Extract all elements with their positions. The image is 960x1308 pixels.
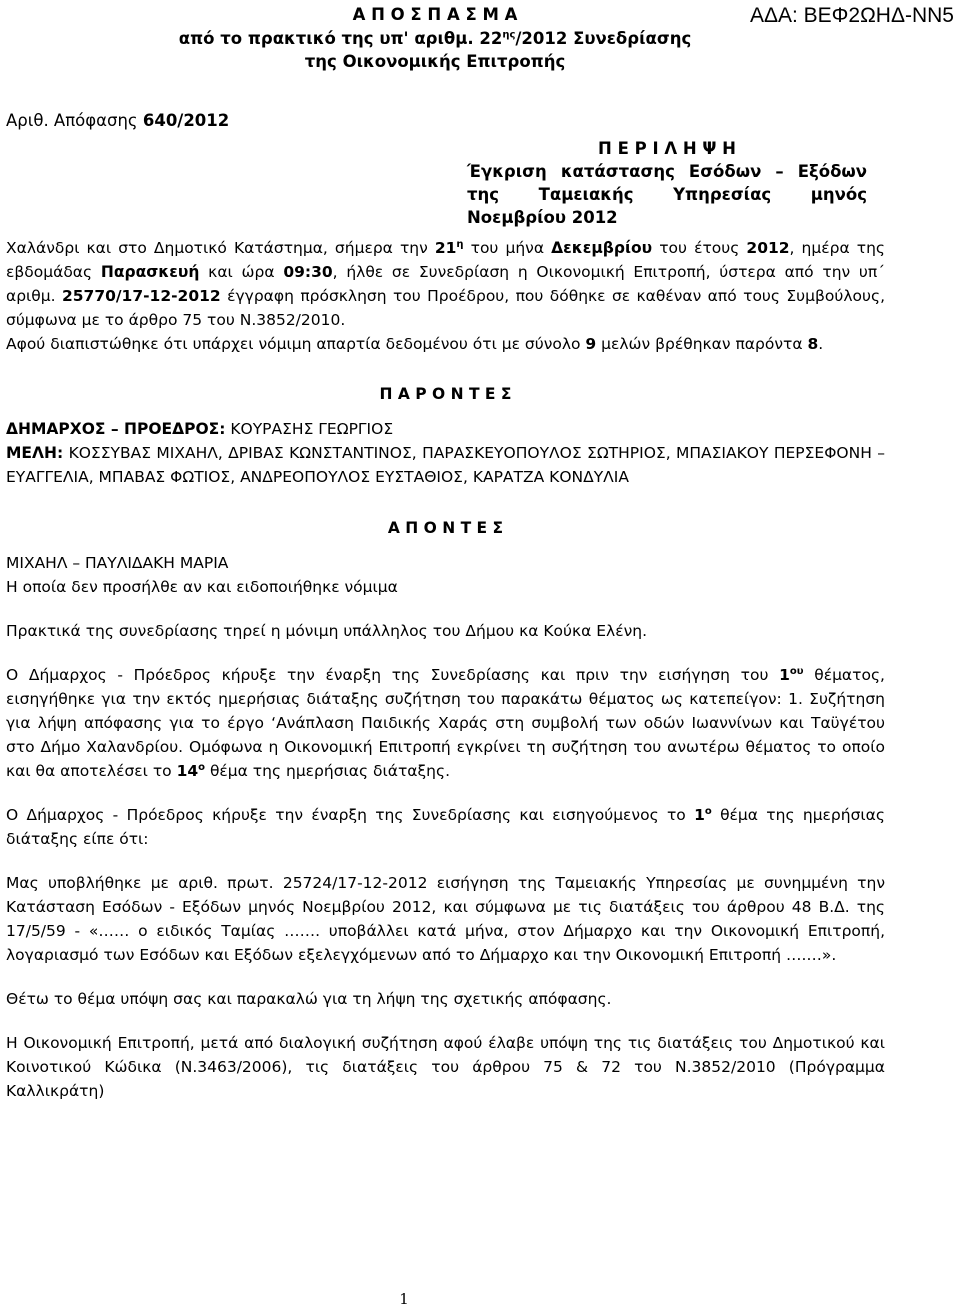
- quorum-text: Αφού διαπιστώθηκε ότι υπάρχει νόμιμη απαρτία δεδομένου ότι με σύνολο: [6, 335, 586, 353]
- absent-note: Η οποία δεν προσήλθε αν και ειδοποιήθηκε νόμιμα: [6, 578, 398, 596]
- intro-invitation: 25770/17-12-2012: [61, 287, 221, 305]
- summary-line-2: της Ταμειακής Υπηρεσίας μηνός: [467, 185, 867, 204]
- present-title: Π Α Ρ Ο Ν Τ Ε Σ: [379, 385, 512, 403]
- summary-line-3: Νοεμβρίου 2012: [467, 208, 618, 227]
- intro-day-sup: η: [456, 238, 464, 250]
- summary-title: Π Ε Ρ Ι Λ Η Ψ Η: [598, 139, 736, 158]
- proposal-paragraph: Θέτω το θέμα υπόψη σας και παρακαλώ για τη λήψη της σχετικής απόφασης.: [6, 990, 612, 1008]
- members-label: ΜΕΛΗ:: [6, 444, 64, 462]
- summary-line-1: Έγκριση κατάστασης Εσόδων – Εξόδων: [467, 162, 867, 181]
- document-body: [6, 236, 885, 1103]
- mayor-label: ΔΗΜΑΡΧΟΣ – ΠΡΟΕΔΡΟΣ:: [6, 420, 226, 438]
- intro-text: του μήνα: [463, 239, 552, 257]
- absent-name: ΜΙΧΑΗΛ – ΠΑΥΛΙΔΑΚΗ ΜΑΡΙΑ: [6, 554, 229, 572]
- report-paragraph: Μας υποβλήθηκε με αριθ. πρωτ. 25724/17-12-2012 εισήγηση της Ταμειακής Υπηρεσίας με συνημμένη την Κατάσταση Εσόδων - Εξόδων μηνός Νοεμβρίου 2012, και σύμφωνα με τις διατάξεις του άρθρου 48 Β.Δ. της 17/5/59 - «…… ο ειδικός Ταμίας ……. υποβάλλει κατά μήνα, στον Δήμαρχο και την Οικονομική Επιτροπή, λογαριασμό των Εσόδων και Εξόδων εξελεγχόμενων από το Δήμαρχο και την Οικονομική Επιτροπή ….…».: [6, 874, 885, 964]
- para2-text: θέμα της ημερήσιας διάταξης είπε ότι:: [6, 806, 885, 848]
- present-members: [6, 441, 885, 489]
- header-minutes-text: από το πρακτικό της υπ' αριθμ. 22: [178, 29, 503, 48]
- quorum-paragraph: [6, 332, 885, 356]
- para1-item-sup: ο: [198, 761, 206, 773]
- header-minutes-line: [152, 27, 718, 50]
- para1-text: Ο Δήμαρχος - Πρόεδρος κήρυξε την έναρξη της Συνεδρίασης και πριν την εισήγηση του: [6, 666, 780, 684]
- intro-text: έγγραφη πρόσκληση του Προέδρου, που δόθηκε σε καθέναν από τους Συμβούλους, σύμφωνα με το άρθρο 75 του Ν.3852/2010.: [6, 287, 886, 329]
- decision-number: [6, 111, 229, 130]
- first-item-paragraph: [6, 803, 885, 851]
- members-names: ΚΟΣΣΥΒΑΣ ΜΙΧΑΗΛ, ΔΡΙΒΑΣ ΚΩΝΣΤΑΝΤΙΝΟΣ, ΠΑΡΑΣΚΕΥΟΠΟΥΛΟΣ ΣΩΤΗΡΙΟΣ, ΜΠΑΣΙΑΚΟΥ ΠΕΡΣΕΦΟΝΗ – ΕΥΑΓΓΕΛΙΑ, ΜΠΑΒΑΣ ΦΩΤΙΟΣ, ΑΝΔΡΕΟΠΟΥΛΟΣ ΕΥΣΤΑΘΙΟΣ, ΚΑΡΑΤΖΑ ΚΟΝΔΥΛΙΑ: [6, 444, 885, 486]
- para1-text: θέματος, εισηγήθηκε για την εκτός ημερήσιας διάταξης συζήτηση του παρακάτω θέματος ως κατεπείγον: 1. Συζήτηση για λήψη απόφασης για το έργο ‘Ανάπλαση Παιδικής Χαράς στη συμβολή των οδών Ιωαννίνων και Ταϋγέτου στο Δήμο Χαλανδρίου. Ομόφωνα η Οικονομική Επιτροπή εγκρίνει τη συζήτηση του ανωτέρω θέματος το οποίο και θα αποτελέσει το: [6, 666, 885, 780]
- quorum-text: μελών βρέθηκαν παρόντα: [596, 335, 808, 353]
- intro-text: και ώρα: [199, 263, 284, 281]
- committee-paragraph: Η Οικονομική Επιτροπή, μετά από διαλογική συζήτηση αφού έλαβε υπόψη της τις διατάξεις του Δημοτικού και Κοινοτικού Κώδικα (Ν.3463/2006), τις διατάξεις του άρθρου 75 & 72 του Ν.3852/2010 (Πρόγραμμα Καλλικράτη): [6, 1034, 885, 1100]
- summary-block: [467, 137, 867, 229]
- header-minutes-text2: /2012 Συνεδρίασης: [515, 29, 692, 48]
- intro-month: Δεκεμβρίου: [551, 239, 653, 257]
- intro-text: Χαλάνδρι και στο Δημοτικό Κατάστημα, σήμερα την: [6, 239, 435, 257]
- mayor-name: ΚΟΥΡΑΣΗΣ ΓΕΩΡΓΙΟΣ: [225, 420, 394, 438]
- header-title: Α Π Ο Σ Π Α Σ Μ Α: [352, 5, 518, 24]
- para1-sup: ου: [789, 665, 804, 677]
- page-number: 1: [399, 1290, 409, 1308]
- intro-time: 09:30: [283, 263, 333, 281]
- intro-paragraph: [6, 236, 885, 332]
- para1-text: θέμα της ημερήσιας διάταξης.: [205, 762, 451, 780]
- header-minutes-sup: ης: [502, 29, 516, 41]
- header-committee: της Οικονομικής Επιτροπής: [304, 52, 566, 71]
- intro-weekday: Παρασκευή: [100, 263, 200, 281]
- minutes-keeper: Πρακτικά της συνεδρίασης τηρεί η μόνιμη υπάλληλος του Δήμου κα Κούκα Ελένη.: [6, 622, 647, 640]
- decision-label: Αριθ. Απόφασης: [6, 111, 143, 130]
- intro-day: 21: [434, 239, 457, 257]
- para2-num: 1: [694, 806, 705, 824]
- urgent-item-paragraph: [6, 663, 885, 783]
- intro-year: 2012: [746, 239, 790, 257]
- present-mayor: [6, 417, 885, 441]
- para1-num: 1: [779, 666, 790, 684]
- ada-code: ΑΔΑ: ΒΕΦ2ΩΗΔ-ΝΝ5: [749, 4, 954, 27]
- intro-text: του έτους: [652, 239, 747, 257]
- decision-value: 640/2012: [142, 111, 230, 130]
- intro-text: , ημέρα της εβδομάδας: [6, 239, 885, 281]
- absent-title: Α Π Ο Ν Τ Ε Σ: [387, 519, 504, 537]
- quorum-present: 8: [807, 335, 819, 353]
- quorum-text: .: [818, 335, 824, 353]
- intro-text: , ήλθε σε Συνεδρίαση η Οικονομική Επιτροπή, ύστερα από την υπ΄ αριθμ.: [6, 263, 885, 305]
- quorum-total: 9: [585, 335, 597, 353]
- para2-text: Ο Δήμαρχος - Πρόεδρος κήρυξε την έναρξη της Συνεδρίασης και εισηγούμενος το: [6, 806, 695, 824]
- para2-sup: ο: [704, 805, 712, 817]
- para1-item: 14: [176, 762, 199, 780]
